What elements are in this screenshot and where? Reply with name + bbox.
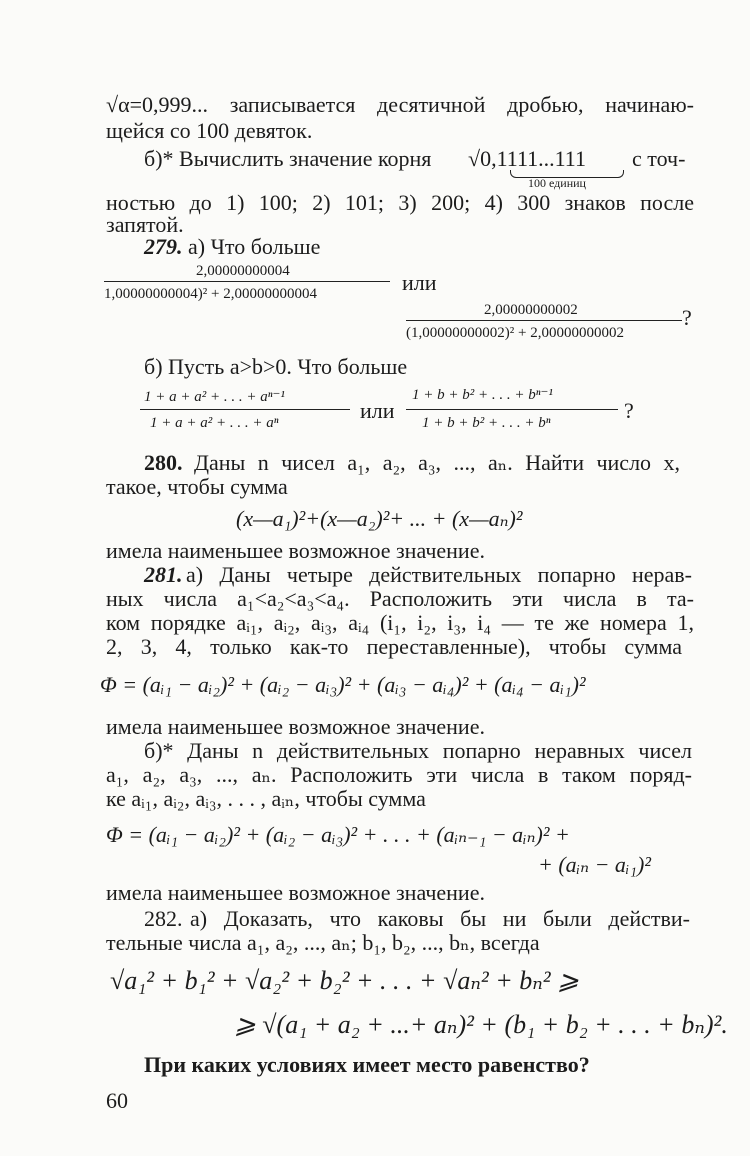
text-line: б)* Вычислить значение корня [144,146,432,171]
formula: √a₁² + b₁² + √a₂² + b₂² + . . . + √aₙ² + bₙ² ⩾ [110,966,579,995]
problem-number: 280. [144,450,183,475]
underbrace-label: 100 единиц [528,176,586,190]
text-line: имела наименьшее возможное значение. [106,538,485,563]
fraction-numerator: 1 + b + b² + . . . + bⁿ⁻¹ [412,387,553,403]
text-line: или [360,398,395,423]
fraction-bar [406,320,682,321]
text-line: a₁, a₂, a₃, ..., aₙ. Расположить эти числа в таком поряд- [106,762,692,787]
text-line: √α=0,999... записывается десятичной дробью, начинаю- [106,92,694,117]
formula: Φ = (aᵢ₁ − aᵢ₂)² + (aᵢ₂ − aᵢ₃)² + . . . + (aᵢₙ₋₁ − aᵢₙ)² + [106,822,570,847]
text-line: или [402,270,437,295]
text-line: ком порядке aᵢ₁, aᵢ₂, aᵢ₃, aᵢ₄ (i₁, i₂, i₃, i₄ — те же номера 1, [106,610,694,635]
question-line: При каких условиях имеет место равенство? [144,1052,590,1077]
text-line: запятой. [106,212,184,237]
formula: (x—a₁)²+(x—a₂)²+ ... + (x—aₙ)² [236,506,523,531]
radical-expression: √0,1111...111 [468,146,586,171]
fraction-numerator: 2,00000000004 [196,263,290,279]
fraction-denominator: 1 + b + b² + . . . + bⁿ [422,415,551,431]
text-line: б) Пусть a>b>0. Что больше [144,354,408,379]
fraction-denominator: 1 + a + a² + . . . + aⁿ [150,415,279,431]
fraction-bar [140,409,350,410]
text-line: ностью до 1) 100; 2) 101; 3) 200; 4) 300 знаков после [106,190,694,215]
formula: + (aᵢₙ − aᵢ₁)² [538,852,651,877]
page-number: 60 [106,1088,128,1113]
text-line: а) Даны четыре действительных попарно нерав- [186,562,692,587]
problem-number: 279. [144,234,183,259]
text-line: имела наименьшее возможное значение. [106,714,485,739]
fraction-denominator: 1,00000000004)² + 2,00000000004 [104,286,317,302]
text-line: а) Доказать, что каковы бы ни были действи- [190,906,690,931]
fraction-denominator: (1,00000000002)² + 2,00000000002 [406,325,624,341]
fraction-bar [104,281,390,282]
text-line: ке aᵢ₁, aᵢ₂, aᵢ₃, . . . , aᵢₙ, чтобы сумма [106,786,426,811]
text-line: а) Что больше [188,234,321,259]
formula: ⩾ √(a₁ + a₂ + ...+ aₙ)² + (b₁ + b₂ + . . . + bₙ)². [234,1010,728,1039]
problem-number: 282. [144,906,183,931]
fraction-numerator: 2,00000000002 [484,302,578,318]
text-line: 2, 3, 4, только как-то переставленные), чтобы сумма [106,634,682,659]
text-line: Даны n чисел a₁, a₂, a₃, ..., aₙ. Найти число x, [194,450,680,475]
fraction-bar [406,409,618,410]
text-line: имела наименьшее возможное значение. [106,880,485,905]
text-line: щейся со 100 девяток. [106,118,313,143]
text-line: такое, чтобы сумма [106,474,288,499]
question-mark: ? [682,305,692,330]
problem-number: 281. [144,562,183,587]
text-line: б)* Даны n действительных попарно неравных чисел [144,738,692,763]
question-mark: ? [624,398,634,423]
formula: Φ = (aᵢ₁ − aᵢ₂)² + (aᵢ₂ − aᵢ₃)² + (aᵢ₃ − aᵢ₄)² + (aᵢ₄ − aᵢ₁)² [100,672,586,697]
fraction-numerator: 1 + a + a² + . . . + aⁿ⁻¹ [144,389,285,405]
text-line: ных числа a₁<a₂<a₃<a₄. Расположить эти числа в та- [106,586,694,611]
text-line: с точ- [632,146,686,171]
text-line: тельные числа a₁, a₂, ..., aₙ; b₁, b₂, ..., bₙ, всегда [106,930,540,955]
